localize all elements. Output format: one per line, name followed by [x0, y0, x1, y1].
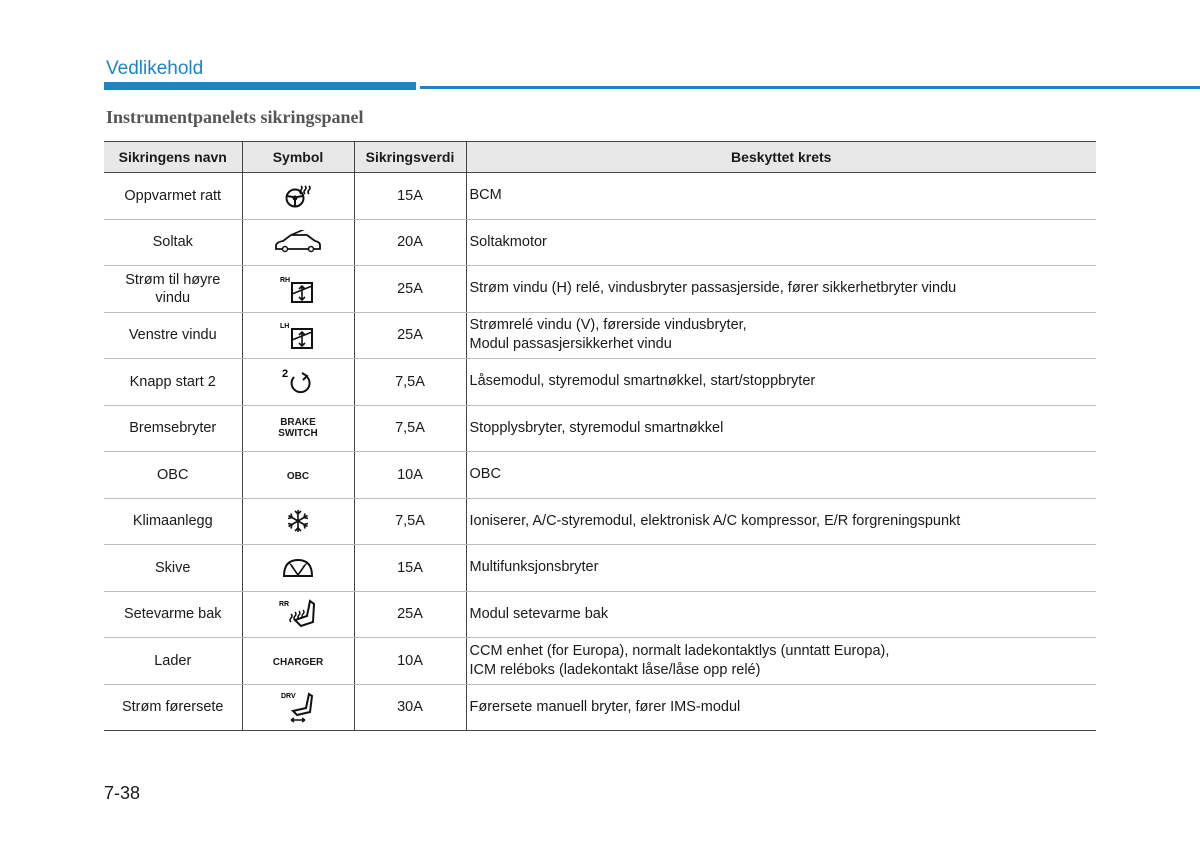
circuit-line: Førersete manuell bryter, fører IMS-modul — [469, 698, 741, 715]
fuse-circuit — [466, 173, 1096, 220]
obc-symbol: OBC — [286, 470, 310, 482]
symbol-label: 2 — [282, 367, 289, 380]
table-row — [104, 545, 1096, 592]
table-row — [104, 359, 1096, 406]
fuse-symbol — [242, 219, 354, 266]
fuse-symbol — [242, 359, 354, 406]
fuse-circuit — [466, 359, 1096, 406]
page-heading: Instrumentpanelets sikringspanel — [106, 107, 364, 127]
fuse-name: Lader — [104, 638, 242, 685]
fuse-name: Strøm førersete — [104, 684, 242, 731]
symbol-text-line: BRAKE — [280, 416, 316, 428]
fuse-name: Soltak — [104, 219, 242, 266]
fuse-circuit — [466, 405, 1096, 452]
table-row — [104, 266, 1096, 313]
table-row — [104, 452, 1096, 499]
driver-seat-icon — [277, 690, 319, 724]
header-bar-thick — [104, 82, 416, 90]
table-row — [104, 591, 1096, 638]
column-header-symbol: Symbol — [242, 142, 354, 173]
circuit-line: Strøm vindu (H) relé, vindusbryter passasjerside, fører sikkerhetbryter vindu — [469, 280, 957, 297]
charger-symbol: CHARGER — [272, 656, 324, 668]
fuse-value: 7,5A — [354, 498, 466, 545]
right-window-icon — [278, 274, 318, 304]
fuse-name: Venstre vindu — [104, 312, 242, 359]
wiper-icon — [281, 555, 315, 581]
symbol-label: LH — [280, 323, 290, 331]
circuit-line: Strømrelé vindu (V), førerside vindusbryter, — [469, 317, 747, 334]
symbol-label: DRV — [281, 693, 296, 701]
fuse-symbol — [242, 405, 354, 452]
fuse-value: 25A — [354, 312, 466, 359]
fuse-symbol — [242, 312, 354, 359]
table-row — [104, 312, 1096, 359]
table-row — [104, 219, 1096, 266]
fuse-circuit — [466, 266, 1096, 313]
fuse-value: 7,5A — [354, 359, 466, 406]
fuse-value: 10A — [354, 452, 466, 499]
fuse-symbol — [242, 684, 354, 731]
circuit-line: Modul setevarme bak — [469, 605, 609, 622]
circuit-line: Multifunksjonsbryter — [469, 559, 599, 576]
fuse-symbol — [242, 545, 354, 592]
rear-seat-heater-icon — [277, 598, 319, 630]
fuse-value: 25A — [354, 591, 466, 638]
heated-steering-wheel-icon — [283, 183, 313, 209]
table-row — [104, 405, 1096, 452]
page-number: 7-38 — [104, 783, 141, 803]
start-button-icon — [278, 366, 318, 398]
air-conditioning-icon — [284, 507, 312, 535]
circuit-line: Låsemodul, styremodul smartnøkkel, start/stoppbryter — [469, 373, 816, 390]
fuse-value: 15A — [354, 545, 466, 592]
fuse-name: Strøm til høyre vindu — [104, 266, 242, 313]
sunroof-icon — [273, 230, 323, 254]
left-window-icon — [278, 320, 318, 350]
circuit-line: Ioniserer, A/C-styremodul, elektronisk A/C kompressor, E/R forgreningspunkt — [469, 512, 961, 529]
fuse-name: Setevarme bak — [104, 591, 242, 638]
fuse-circuit — [466, 684, 1096, 731]
fuse-name: Bremsebryter — [104, 405, 242, 452]
symbol-label: RR — [279, 601, 290, 609]
fuse-symbol — [242, 638, 354, 685]
column-header-value: Sikringsverdi — [354, 142, 466, 173]
table-row — [104, 173, 1096, 220]
circuit-line: BCM — [469, 187, 502, 204]
fuse-circuit — [466, 452, 1096, 499]
fuse-circuit — [466, 312, 1096, 359]
brake-switch-symbol — [278, 417, 317, 439]
fuse-name: OBC — [104, 452, 242, 499]
fuse-circuit — [466, 219, 1096, 266]
table-row — [104, 498, 1096, 545]
fuse-circuit — [466, 545, 1096, 592]
fuse-table — [104, 141, 1096, 731]
fuse-value: 10A — [354, 638, 466, 685]
circuit-line: Modul passasjersikkerhet vindu — [469, 336, 672, 353]
header-bar-thin — [420, 86, 1200, 89]
circuit-line: ICM reléboks (ladekontakt låse/låse opp relé) — [469, 661, 761, 678]
fuse-symbol — [242, 591, 354, 638]
fuse-name: Skive — [104, 545, 242, 592]
circuit-line: OBC — [469, 466, 501, 483]
circuit-line: Soltakmotor — [469, 233, 547, 250]
fuse-circuit — [466, 638, 1096, 685]
circuit-line: Stopplysbryter, styremodul smartnøkkel — [469, 419, 724, 436]
fuse-name: Knapp start 2 — [104, 359, 242, 406]
table-row — [104, 684, 1096, 731]
fuse-name: Oppvarmet ratt — [104, 173, 242, 220]
circuit-line: CCM enhet (for Europa), normalt ladekontaktlys (unntatt Europa), — [469, 642, 890, 659]
fuse-value: 25A — [354, 266, 466, 313]
fuse-circuit — [466, 591, 1096, 638]
table-header-row — [104, 142, 1096, 173]
column-header-circuit: Beskyttet krets — [466, 142, 1096, 173]
section-title: Vedlikehold — [106, 58, 204, 79]
fuse-symbol — [242, 498, 354, 545]
fuse-symbol — [242, 452, 354, 499]
symbol-label: RH — [280, 276, 291, 284]
fuse-value: 7,5A — [354, 405, 466, 452]
fuse-symbol — [242, 173, 354, 220]
fuse-name: Klimaanlegg — [104, 498, 242, 545]
fuse-value: 15A — [354, 173, 466, 220]
fuse-symbol — [242, 266, 354, 313]
column-header-name: Sikringens navn — [104, 142, 242, 173]
symbol-text-line: SWITCH — [278, 427, 318, 439]
fuse-value: 30A — [354, 684, 466, 731]
fuse-circuit — [466, 498, 1096, 545]
table-row — [104, 638, 1096, 685]
fuse-value: 20A — [354, 219, 466, 266]
